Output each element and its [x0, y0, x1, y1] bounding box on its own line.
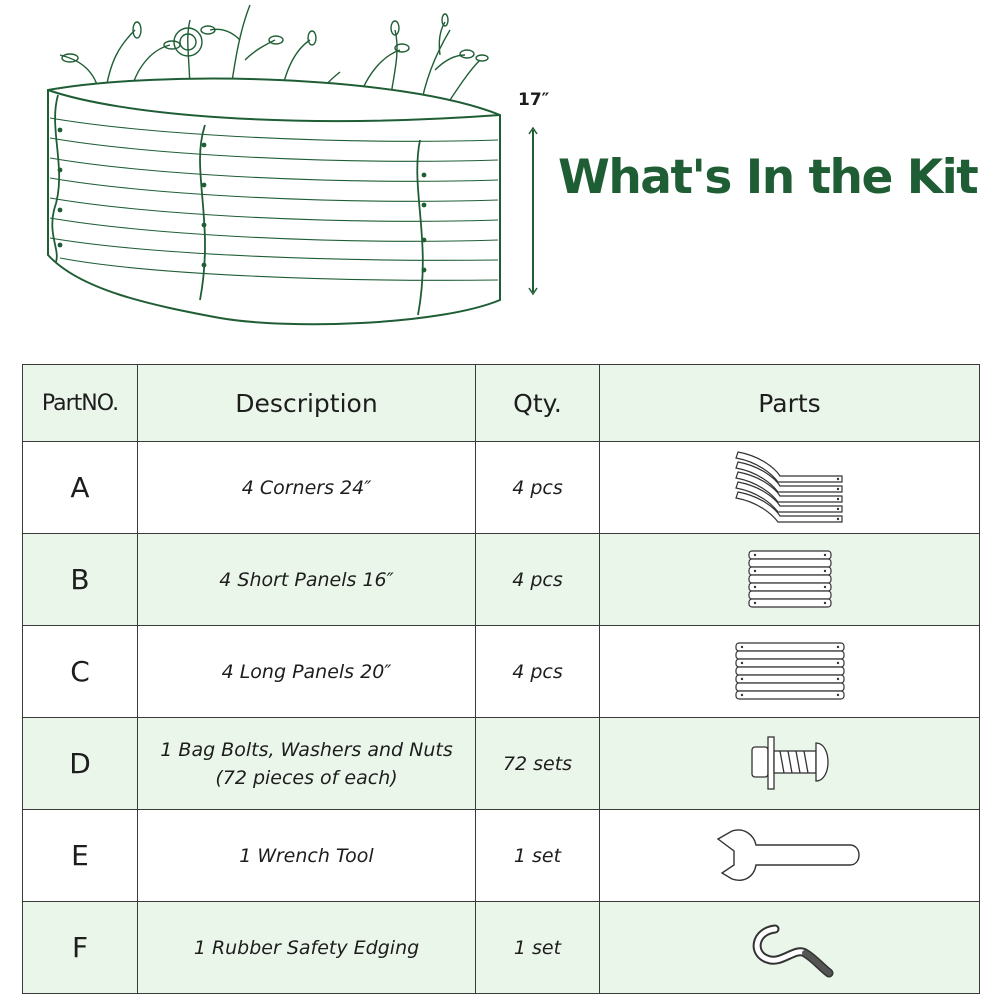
- table-header-row: [23, 365, 980, 442]
- part-quantity: 1 set: [513, 844, 562, 867]
- corner-panels-icon: [730, 446, 850, 530]
- part-number: F: [71, 931, 89, 964]
- table-row: [23, 626, 980, 718]
- table-row: [23, 810, 980, 902]
- page-title: What's In the Kit: [558, 150, 978, 205]
- column-header-parts: Parts: [600, 365, 980, 442]
- part-number: E: [71, 839, 89, 872]
- table-row: [23, 442, 980, 534]
- part-quantity: 4 pcs: [512, 660, 563, 683]
- part-description: 4 Long Panels 20″: [221, 660, 392, 683]
- part-quantity: 4 pcs: [512, 476, 563, 499]
- part-number: C: [70, 655, 90, 688]
- wrench-icon: [710, 821, 870, 891]
- part-number: B: [70, 563, 90, 596]
- short-panel-icon: [745, 549, 835, 611]
- bolt-icon: [740, 729, 840, 799]
- part-number: D: [69, 747, 91, 780]
- height-dimension-arrow-icon: [526, 126, 540, 296]
- table-row: [23, 534, 980, 626]
- rubber-edging-icon: [745, 917, 835, 979]
- part-quantity: 1 set: [513, 936, 562, 959]
- part-description: 4 Corners 24″: [241, 476, 372, 499]
- garden-bed-illustration: [40, 0, 510, 335]
- part-number: A: [70, 471, 90, 504]
- part-description: 1 Rubber Safety Edging: [193, 936, 420, 959]
- kit-contents-table: [22, 364, 980, 994]
- long-panel-icon: [732, 641, 848, 703]
- table-row: [23, 718, 980, 810]
- part-description: 1 Wrench Tool: [239, 844, 374, 867]
- part-quantity: 72 sets: [502, 752, 573, 775]
- column-header-description: Description: [138, 365, 476, 442]
- height-label: 17″: [518, 90, 550, 110]
- part-description: 1 Bag Bolts, Washers and Nuts (72 pieces of each): [160, 738, 453, 789]
- part-quantity: 4 pcs: [512, 568, 563, 591]
- column-header-qty: Qty.: [476, 365, 600, 442]
- column-header-part-no: PartNO.: [23, 365, 138, 442]
- part-description: 4 Short Panels 16″: [219, 568, 394, 591]
- table-row: [23, 902, 980, 994]
